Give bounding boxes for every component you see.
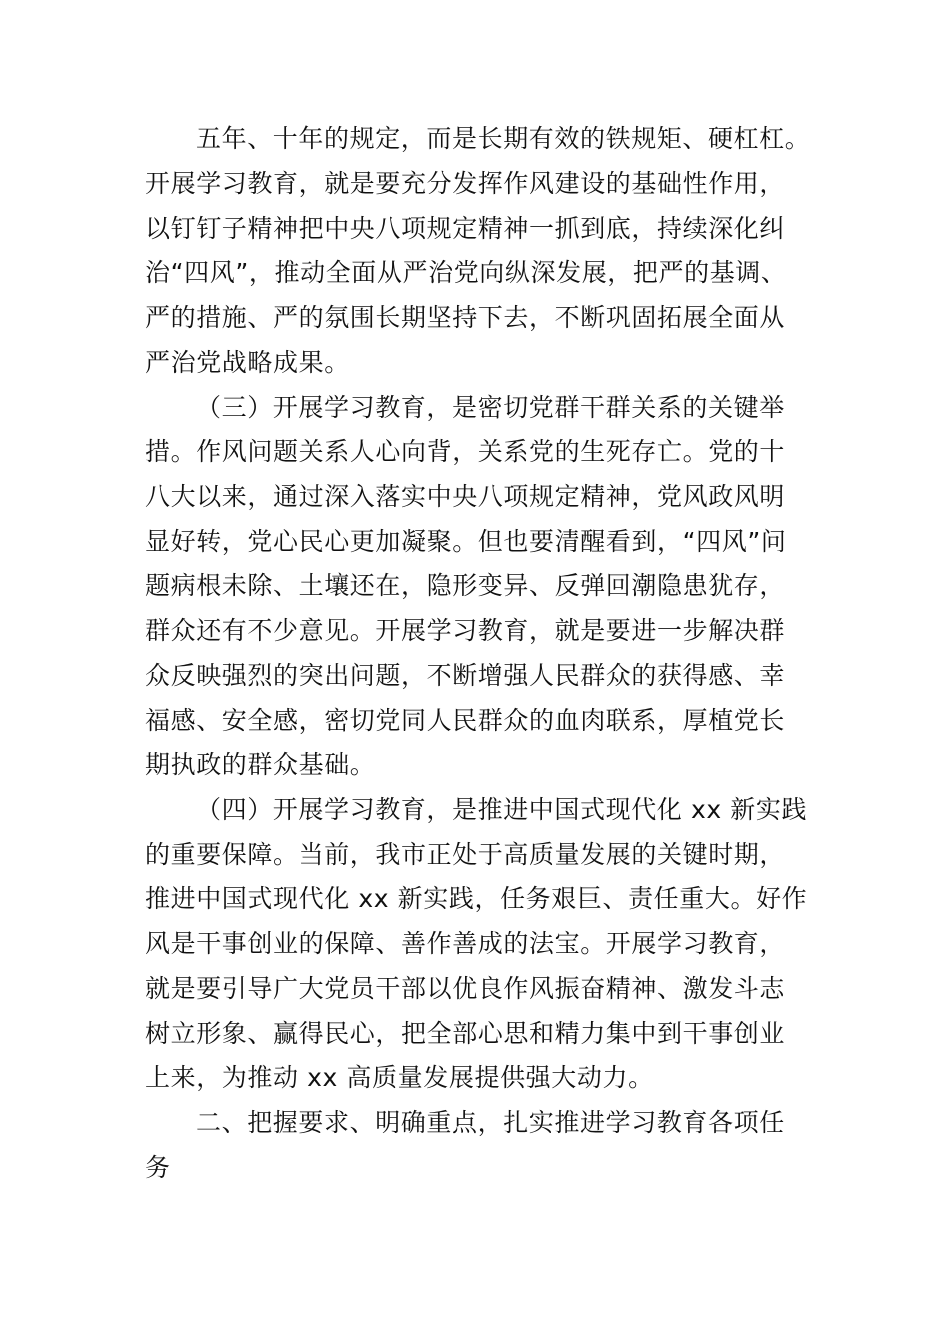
text-line: 树立形象、赢得民心，把全部心思和精力集中到干事创业 — [145, 1019, 786, 1048]
text-line: 严治党战略成果。 — [145, 348, 350, 377]
text-line: 就是要引导广大党员干部以优良作风振奋精神、激发斗志 — [145, 974, 786, 1003]
text-line: （三）开展学习教育，是密切党群干群关系的关键举 — [196, 393, 785, 422]
text-line: 的重要保障。当前，我市正处于高质量发展的关键时期， — [145, 840, 786, 869]
text-line: 治“四风”，推动全面从严治党向纵深发展，把严的基调、 — [145, 258, 787, 287]
text-line: 福感、安全感，密切党同人民群众的血肉联系，厚植党长 — [145, 706, 786, 735]
text-line: 上来，为推动 xx 高质量发展提供强大动力。 — [145, 1063, 654, 1092]
text-line: 显好转，党心民心更加凝聚。但也要清醒看到，“四风”问 — [145, 527, 787, 556]
text-line: 群众还有不少意见。开展学习教育，就是要进一步解决群 — [145, 616, 786, 645]
section-heading-line: 务 — [145, 1153, 171, 1182]
section-heading-line: 二、把握要求、明确重点，扎实推进学习教育各项任 — [196, 1108, 785, 1137]
text-line: 众反映强烈的突出问题，不断增强人民群众的获得感、幸 — [145, 661, 786, 690]
text-line: 措。作风问题关系人心向背，关系党的生死存亡。党的十 — [145, 437, 786, 466]
text-line: 以钉钉子精神把中央八项规定精神一抓到底，持续深化纠 — [145, 214, 786, 243]
text-line: 五年、十年的规定，而是长期有效的铁规矩、硬杠杠。 — [196, 124, 811, 153]
text-line: （四）开展学习教育，是推进中国式现代化 xx 新实践 — [196, 795, 808, 824]
text-line: 八大以来，通过深入落实中央八项规定精神，党风政风明 — [145, 482, 786, 511]
text-line: 期执政的群众基础。 — [145, 750, 376, 779]
text-line: 题病根未除、土壤还在，隐形变异、反弹回潮隐患犹存， — [145, 571, 786, 600]
text-line: 开展学习教育，就是要充分发挥作风建设的基础性作用， — [145, 169, 786, 198]
text-line: 严的措施、严的氛围长期坚持下去，不断巩固拓展全面从 — [145, 303, 786, 332]
text-line: 风是干事创业的保障、善作善成的法宝。开展学习教育， — [145, 929, 786, 958]
text-line: 推进中国式现代化 xx 新实践，任务艰巨、责任重大。好作 — [145, 884, 808, 913]
